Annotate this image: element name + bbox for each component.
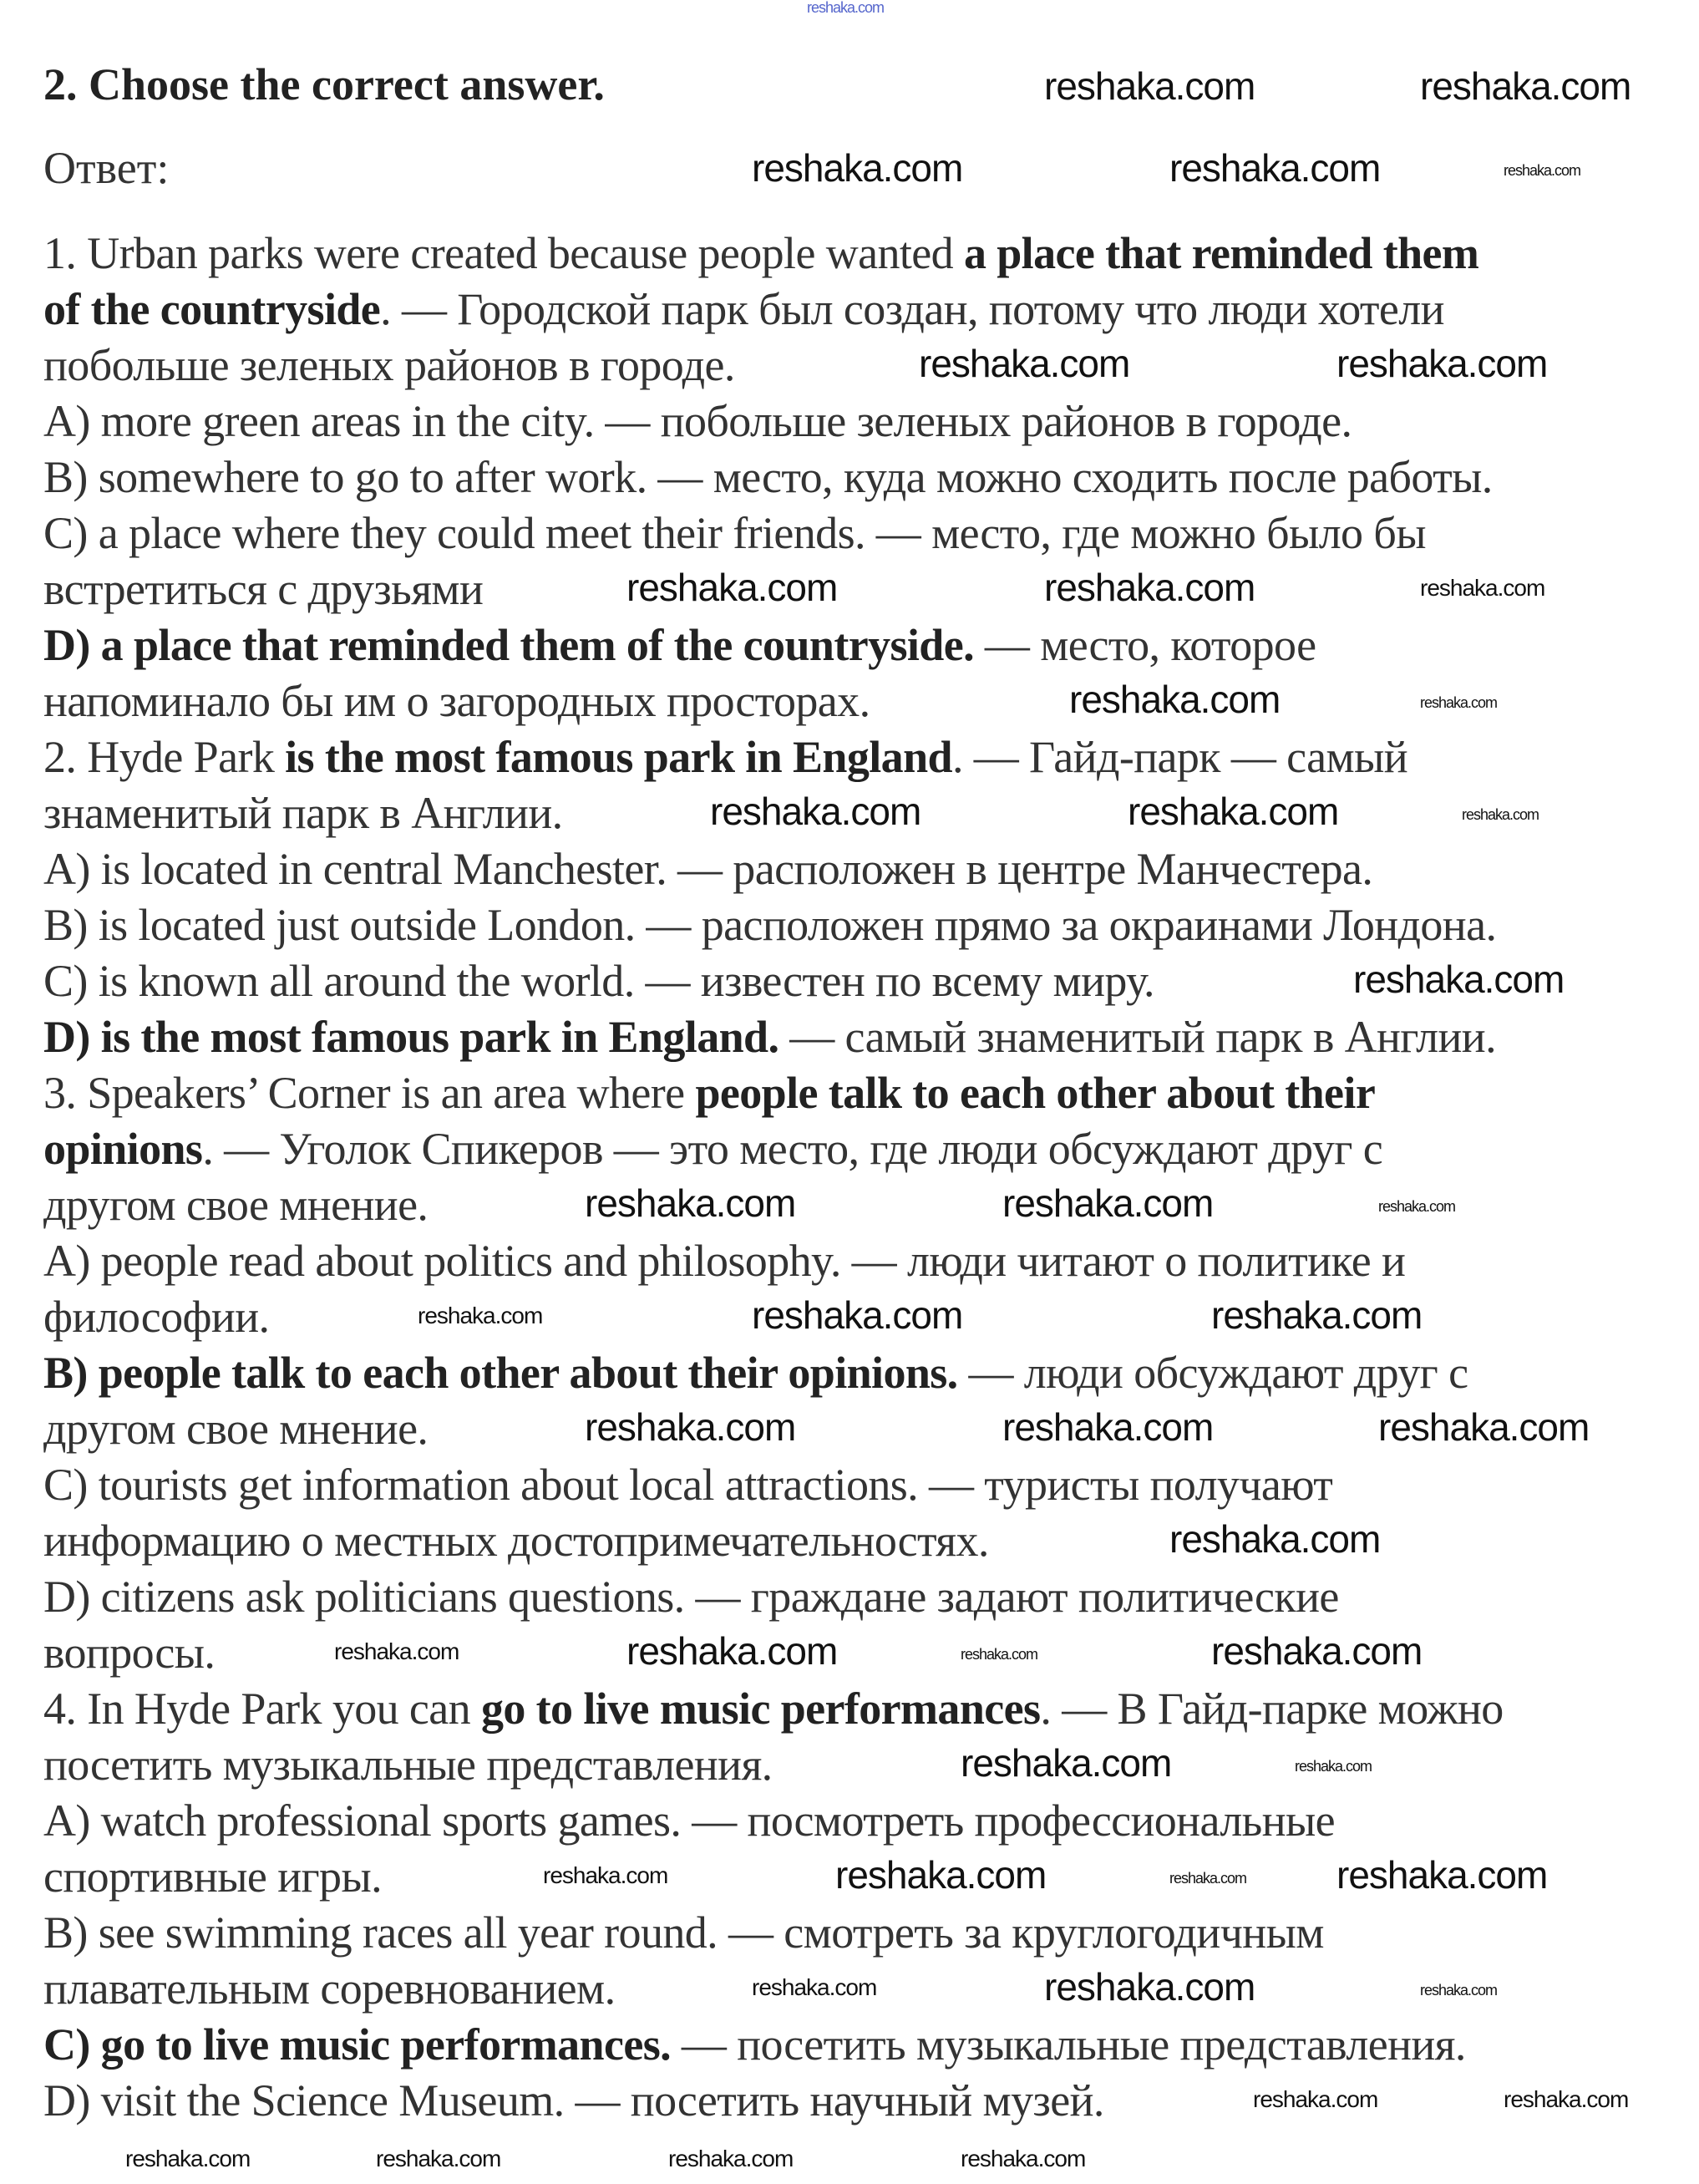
text-line [43,505,1504,561]
watermark: reshaka.com [1420,575,1545,601]
watermark: reshaka.com [1044,64,1255,108]
watermark: reshaka.com [1420,64,1631,108]
watermark: reshaka.com [1169,1517,1381,1561]
text-line [43,1569,1504,1625]
watermark: reshaka.com [1504,2086,1629,2112]
text-line [43,1233,1504,1289]
watermark: reshaka.com [961,1741,1172,1785]
text-segment: 2. Hyde Park [43,732,286,782]
watermark: reshaka.com [919,342,1130,385]
text-segment: A) is located in central Manchester. — расположен в центре Манчестера. [43,844,1373,894]
text-line [43,729,1504,785]
text-segment: другом свое мнение. [43,1180,429,1230]
answer-text [43,226,1504,2129]
watermark: reshaka.com [1336,342,1548,385]
text-segment: философии. [43,1292,270,1342]
text-segment: плавательным соревнованием. [43,1963,616,2014]
text-segment: B) is located just outside London. — расположен прямо за окраинами Лондона. [43,900,1497,950]
watermark: reshaka.com [1378,1198,1456,1215]
text-line [43,338,1504,394]
text-segment: — люди обсуждают друг с [957,1348,1468,1398]
watermark: reshaka.com [752,146,963,190]
text-segment: C) tourists get information about local attractions. — туристы получают [43,1460,1333,1510]
text-segment: напоминало бы им о загородных просторах. [43,676,870,726]
text-segment: D) visit the Science Museum. — посетить научный музей. [43,2075,1104,2126]
text-line [43,617,1504,673]
watermark: reshaka.com [1128,790,1339,833]
text-segment: 3. Speakers’ Corner is an area where [43,1068,696,1118]
bold-answer-text: go to live music performances [480,1684,1041,1734]
text-line [43,449,1504,505]
watermark: reshaka.com [1169,146,1381,190]
text-line [43,897,1504,953]
watermark: reshaka.com [125,2146,251,2171]
text-segment: 1. Urban parks were created because people wanted [43,228,964,278]
text-segment: A) more green areas in the city. — побольше зеленых районов в городе. [43,396,1352,446]
watermark: reshaka.com [961,1646,1038,1663]
watermark: reshaka.com [1353,957,1565,1001]
text-line [43,953,1504,1009]
text-segment: C) is known all around the world. — известен по всему миру. [43,956,1154,1006]
watermark: reshaka.com [1253,2086,1378,2112]
text-segment: B) see swimming races all year round. — смотреть за круглогодичным [43,1907,1324,1958]
text-segment: 4. In Hyde Park you can [43,1684,481,1734]
text-line [43,1457,1504,1513]
text-segment: встретиться с друзьями [43,564,484,614]
bold-answer-text: people talk to each other about their [695,1068,1376,1118]
watermark: reshaka.com [585,1405,796,1449]
watermark: reshaka.com [1211,1629,1423,1673]
text-segment: информацию о местных достопримечательностях. [43,1516,989,1566]
watermark: reshaka.com [626,1629,838,1673]
watermark: reshaka.com [961,2146,1086,2171]
watermark: reshaka.com [1504,162,1581,179]
text-segment: знаменитый парк в Англии. [43,788,563,838]
text-segment: . — В Гайд-парке можно [1040,1684,1504,1734]
bold-answer-text: B) people talk to each other about their opinions. [43,1348,958,1398]
text-line [43,673,1504,729]
text-line [43,2017,1504,2073]
bold-answer-text: D) is the most famous park in England. [43,1012,779,1062]
text-segment: посетить музыкальные представления. [43,1740,773,1790]
text-segment: . — Гайд-парк — самый [951,732,1408,782]
text-segment: побольше зеленых районов в городе. [43,340,735,390]
text-line [43,226,1504,282]
watermark: reshaka.com [334,1638,459,1664]
watermark: reshaka.com [1420,694,1498,711]
text-segment: . — Уголок Спикеров — это место, где люди обсуждают друг с [202,1124,1383,1174]
watermark: reshaka.com [1002,1181,1214,1225]
exercise-heading: 2. Choose the correct answer. [43,59,605,109]
text-line [43,841,1504,897]
text-segment: A) watch professional sports games. — посмотреть профессиональные [43,1795,1336,1846]
text-line [43,1793,1504,1849]
watermark: reshaka.com [1044,1965,1255,2009]
bold-answer-text: is the most famous park in England [285,732,952,782]
watermark: reshaka.com [1420,1982,1498,1999]
text-line [43,1009,1504,1065]
text-line [43,1121,1504,1177]
text-segment: другом свое мнение. [43,1404,429,1454]
watermark: reshaka.com [1295,1758,1372,1775]
text-line [43,1905,1504,1961]
watermark: reshaka.com [1002,1405,1214,1449]
text-segment: A) people read about politics and philosophy. — люди читают о политике и [43,1236,1406,1286]
bold-answer-text: of the countryside [43,284,381,334]
watermark: reshaka.com [710,790,921,833]
watermark: reshaka.com [1211,1293,1423,1337]
watermark: reshaka.com [585,1181,796,1225]
watermark: reshaka.com [1069,678,1281,721]
watermark: reshaka.com [1462,806,1539,823]
text-line [43,1065,1504,1121]
watermark: reshaka.com [835,1853,1047,1897]
watermark: reshaka.com [1044,566,1255,609]
text-segment: — посетить музыкальные представления. [671,2019,1466,2070]
text-segment: спортивные игры. [43,1851,383,1902]
bold-answer-text: C) go to live music performances. [43,2019,672,2070]
answer-label: Ответ: [43,143,170,193]
bold-answer-text: D) a place that reminded them of the countryside. [43,620,974,670]
text-line [43,1737,1504,1793]
text-segment: — самый знаменитый парк в Англии. [778,1012,1496,1062]
text-segment: B) somewhere to go to after work. — место, куда можно сходить после работы. [43,452,1493,502]
text-line [43,1681,1504,1737]
text-line [43,394,1504,449]
watermark: reshaka.com [752,1974,877,2000]
text-segment: C) a place where they could meet their friends. — место, где можно было бы [43,508,1426,558]
text-line [43,1345,1504,1401]
watermark: reshaka.com [626,566,838,609]
watermark: reshaka.com [543,1862,668,1888]
bold-answer-text: opinions [43,1124,203,1174]
text-line [43,1849,1504,1905]
text-segment: вопросы. [43,1628,216,1678]
text-line [43,282,1504,338]
watermark-top: reshaka.com [807,0,885,16]
watermark: reshaka.com [1336,1853,1548,1897]
watermark: reshaka.com [752,1293,963,1337]
text-segment: D) citizens ask politicians questions. — граждане задают политические [43,1572,1339,1622]
watermark: reshaka.com [418,1303,543,1328]
watermark: reshaka.com [376,2146,501,2171]
watermark: reshaka.com [668,2146,794,2171]
bold-answer-text: a place that reminded them [963,228,1479,278]
watermark: reshaka.com [1169,1870,1247,1887]
watermark: reshaka.com [1378,1405,1590,1449]
text-segment: — место, которое [974,620,1316,670]
text-segment: . — Городской парк был создан, потому что люди хотели [380,284,1444,334]
